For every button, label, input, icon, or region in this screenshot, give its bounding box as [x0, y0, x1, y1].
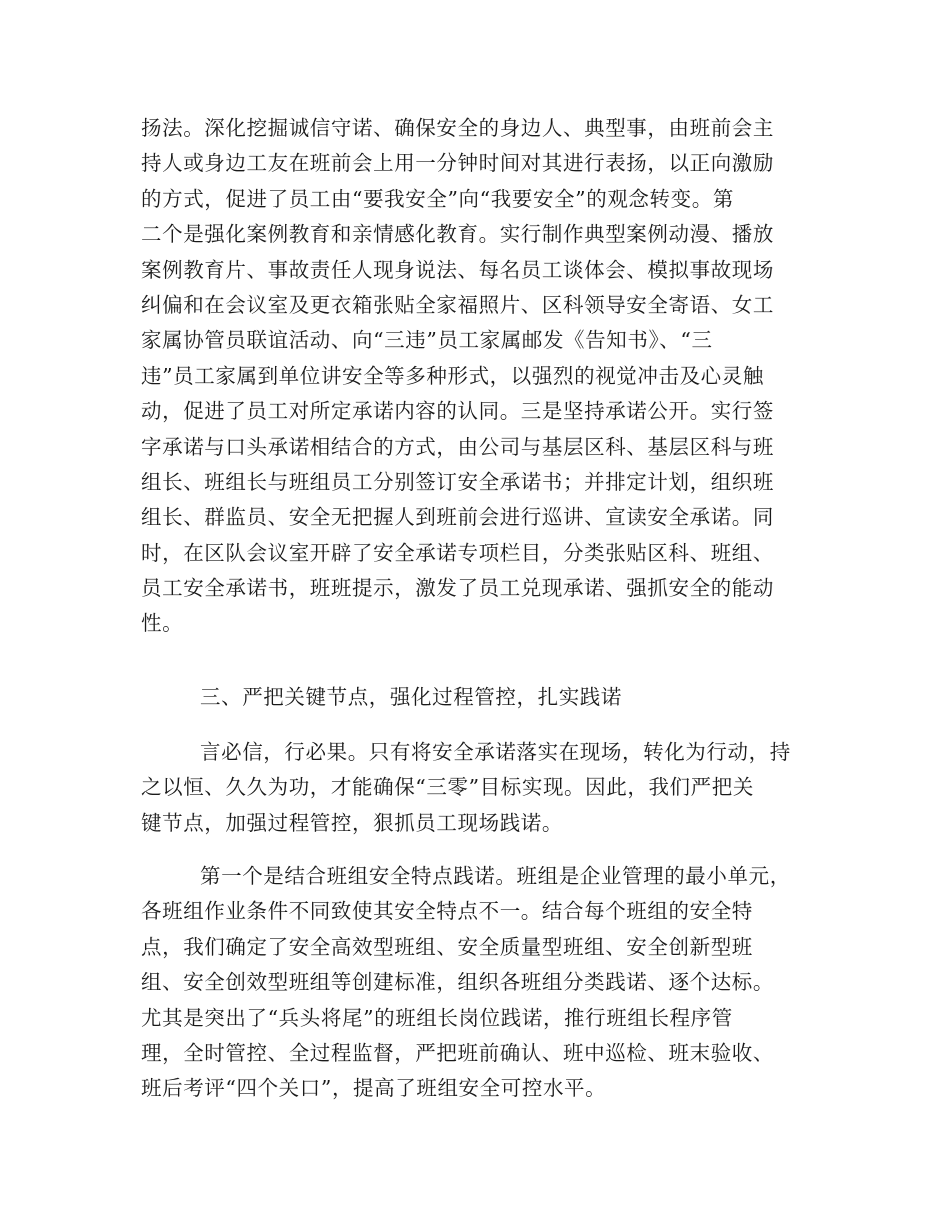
text-line: 纠偏和在会议室及更衣箱张贴全家福照片、区科领导安全寄语、女工 — [141, 292, 774, 317]
text-line: 二个是强化案例教育和亲情感化教育。实行制作典型案例动漫、播放 — [141, 222, 774, 247]
text-line: 组长、班组长与班组员工分别签订安全承诺书；并排定计划，组织班 — [141, 469, 774, 494]
text-line: 第一个是结合班组安全特点践诺。班组是企业管理的最小单元， — [200, 864, 791, 888]
text-line: 组、安全创效型班组等创建标准，组织各班组分类践诺、逐个达标。 — [141, 970, 774, 995]
paragraph-words-into-action — [141, 735, 811, 841]
paragraph-safety-commitment-publicity — [141, 111, 811, 642]
text-line: 违”员工家属到单位讲安全等多种形式，以强烈的视觉冲击及心灵触 — [141, 363, 764, 388]
text-line: 组长、群监员、安全无把握人到班前会进行巡讲、宣读安全承诺。同 — [141, 505, 774, 530]
text-line: 班后考评“四个关口”，提高了班组安全可控水平。 — [141, 1076, 607, 1101]
text-line: 点，我们确定了安全高效型班组、安全质量型班组、安全创新型班 — [141, 934, 753, 959]
text-line: 时，在区队会议室开辟了安全承诺专项栏目，分类张贴区科、班组、 — [141, 540, 774, 565]
text-line: 扬法。深化挖掘诚信守诺、确保安全的身边人、典型事，由班前会主 — [141, 116, 774, 140]
text-line: 持人或身边工友在班前会上用一分钟时间对其进行表扬，以正向激励 — [141, 151, 774, 176]
text-line: 理，全时管控、全过程监督，严把班前确认、班中巡检、班末验收、 — [141, 1040, 774, 1065]
text-line: 尤其是突出了“兵头将尾”的班组长岗位践诺，推行班组长程序管 — [141, 1005, 733, 1030]
text-line: 员工安全承诺书，班班提示，激发了员工兑现承诺、强抓安全的能动 — [141, 576, 774, 601]
text-line: 各班组作业条件不同致使其安全特点不一。结合每个班组的安全特 — [141, 899, 753, 924]
text-line: 性。 — [141, 611, 184, 636]
paragraph-team-safety-features — [141, 859, 811, 1107]
section-heading-3 — [141, 680, 811, 715]
section-heading-text: 三、严把关键节点，强化过程管控，扎实践诺 — [200, 685, 622, 709]
text-line: 动，促进了员工对所定承诺内容的认同。三是坚持承诺公开。实行签 — [141, 399, 774, 424]
text-line: 的方式，促进了员工由“要我安全”向“我要安全”的观念转变。第 — [141, 186, 734, 211]
text-line: 家属协管员联谊活动、向“三违”员工家属邮发《告知书》、“三 — [141, 328, 713, 353]
text-line: 字承诺与口头承诺相结合的方式，由公司与基层区科、基层区科与班 — [141, 434, 774, 459]
text-line: 之以恒、久久为功，才能确保“三零”目标实现。因此，我们严把关 — [141, 775, 754, 800]
text-line: 案例教育片、事故责任人现身说法、每名员工谈体会、模拟事故现场 — [141, 257, 774, 282]
text-line: 键节点，加强过程管控，狠抓员工现场践诺。 — [141, 810, 563, 835]
text-line: 言必信，行必果。只有将安全承诺落实在现场，转化为行动，持 — [200, 740, 791, 764]
